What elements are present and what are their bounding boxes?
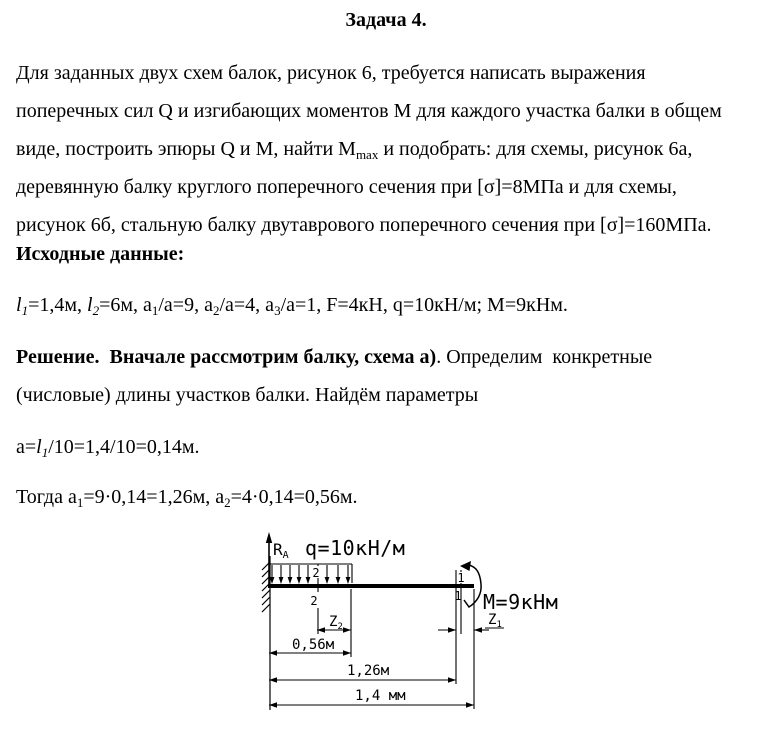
text-line: Для заданных двух схем балок, рисунок 6, требуется написать выражения [16,62,646,84]
distributed-load [270,564,352,584]
section-2-bottom-label: 2 [310,594,318,608]
section-2-top-label: 2 [312,566,320,580]
initial-data-line: $l_1=1,4м$, $l_2=6м$, $а_1/а=9$, $а_2/а=4$, $а_3/а=1$, F=4кН, q=10кН/м; М=9кНм. [16,294,568,318]
dimension-14 [269,688,474,708]
beam-line [268,584,474,588]
distributed-load-label: q=10кН/м [305,536,406,560]
beam-diagram [0,520,772,733]
solution-line: Решение. Вначале рассмотрим балку, схема а). Определим конкретные [16,346,653,368]
dimension-z1 [438,612,504,633]
text-line: деревянную балку круглого поперечного сечения при [σ]=8МПа и для схемы, [16,176,677,198]
dimension-z2 [317,614,351,633]
section-heading-initial-data: Исходные данные: [16,243,185,265]
text-line: поперечных сил Q и изгибающих моментов М для каждого участка балки в общем [16,100,722,122]
z2-label: $Z_2$ [329,614,343,632]
dim-label-14: 1,4 мм [355,688,406,704]
reaction-label: RA [273,540,289,561]
section-1-bottom-label: 1 [454,589,462,603]
dimension-126 [269,663,456,683]
text-line: виде, построить эпюры Q и М, найти $М_{max}$ и подобрать: для схемы, рисунок 6а, [16,138,693,162]
section-2-cut [310,564,320,634]
dim-label-056: 0,56м [292,637,335,653]
formula-line: Тогда $а_1=9\cdot 0,14=1,26м$, $а_2=4\cdot 0,14=0,56м$. [16,486,358,510]
dimension-056 [269,637,351,656]
section-1-top-label: 1 [457,571,465,585]
z1-label: $Z_1$ [488,612,502,630]
text-line: (числовые) длины участков балки. Найдём параметры [16,384,479,406]
load-arrows [272,565,348,578]
dim-label-126: 1,26м [347,663,390,679]
page-title: Задача 4. [345,9,427,31]
text-line: рисунок 6б, стальную балку двутаврового поперечного сечения при [σ]=160МПа. [16,214,712,236]
moment-label: M=9кНм [483,590,559,614]
formula-line: $а=l_1/10=1,4/10=0,14м$. [16,436,200,460]
